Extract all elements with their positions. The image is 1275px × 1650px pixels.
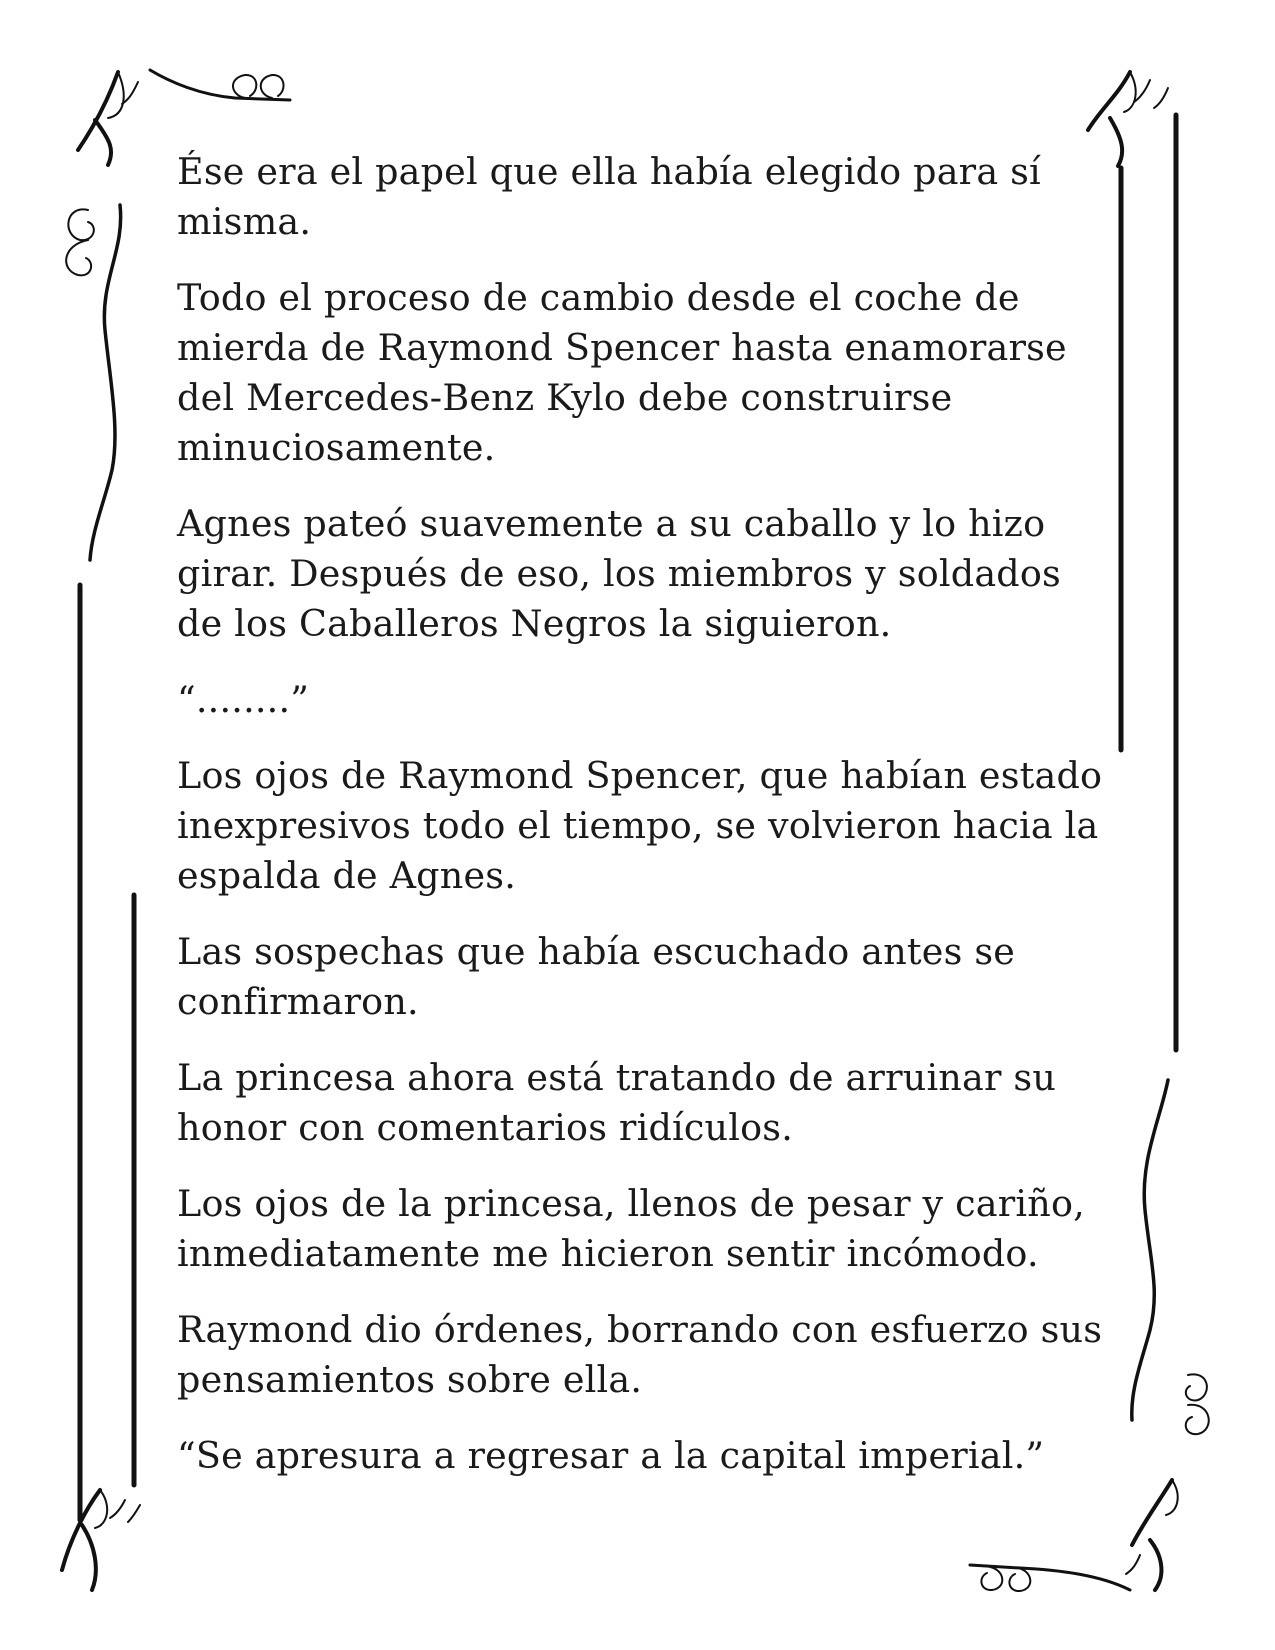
paragraph: Las sospechas que había escuchado antes se confirmaron.: [177, 930, 1016, 1023]
paragraph: Los ojos de la princesa, llenos de pesar y cariño, inmediatamente me hicieron sentir incómodo.: [177, 1182, 1085, 1275]
paragraph: Ése era el papel que ella había elegido para sí misma.: [177, 150, 1041, 243]
paragraph: Agnes pateó suavemente a su caballo y lo hizo girar. Después de eso, los miembros y soldados de los Caballeros Negros la siguieron.: [177, 502, 1061, 645]
paragraph: Los ojos de Raymond Spencer, que habían estado inexpresivos todo el tiempo, se volvieron hacia la espalda de Agnes.: [177, 754, 1103, 897]
paragraph: “Se apresura a regresar a la capital imperial.”: [177, 1434, 1045, 1477]
paragraph: “........”: [177, 678, 310, 721]
page-text: [177, 147, 1107, 1507]
bottom-left-flourish-icon: [62, 1490, 140, 1590]
paragraph: La princesa ahora está tratando de arruinar su honor con comentarios ridículos.: [177, 1056, 1057, 1149]
paragraph: Todo el proceso de cambio desde el coche de mierda de Raymond Spencer hasta enamorarse del Mercedes-Benz Kylo debe construirse minuciosamente.: [177, 276, 1067, 469]
paragraph: Raymond dio órdenes, borrando con esfuerzo sus pensamientos sobre ella.: [177, 1308, 1103, 1401]
